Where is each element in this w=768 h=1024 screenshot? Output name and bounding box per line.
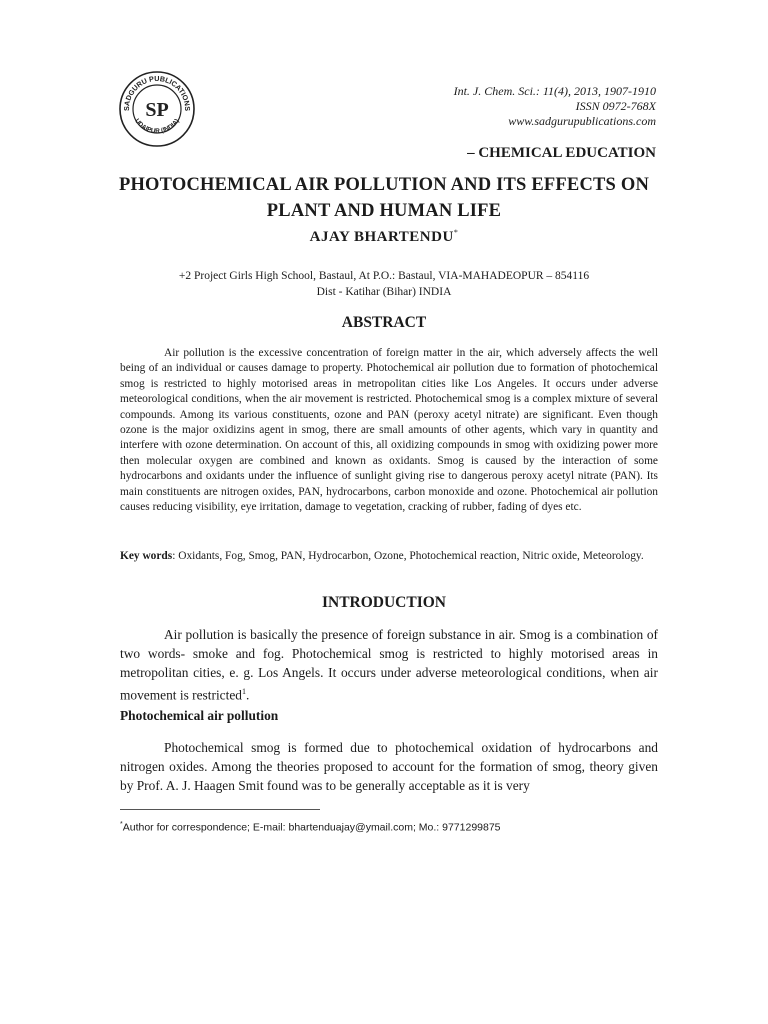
journal-issn: ISSN 0972-768X — [575, 99, 656, 113]
introduction-text: Air pollution is basically the presence of foreign substance in air. Smog is a combination of two words- smoke and fog. Photochemical smog is restricted to highly motorised areas in metropolitan cities, e. g. Los Angels. It occurs under adverse meteorological conditions, when air movement is restricted — [120, 627, 658, 703]
affiliation — [110, 268, 658, 300]
footnote-mark: * — [120, 821, 123, 828]
journal-citation: Int. J. Chem. Sci.: 11(4), 2013, 1907-1910 — [453, 84, 656, 98]
keywords-label: Key words — [120, 550, 173, 562]
publisher-logo — [118, 70, 196, 148]
affiliation-line-1: +2 Project Girls High School, Bastaul, At P.O.: Bastaul, VIA-MAHADEOPUR – 854116 — [178, 270, 590, 282]
logo-monogram: SP — [145, 99, 169, 121]
keywords — [120, 549, 728, 564]
subsection-heading: Photochemical air pollution — [120, 708, 279, 723]
author-name: AJAY BHARTENDU — [309, 229, 454, 245]
journal-citation-block — [454, 84, 656, 129]
author-mark: * — [453, 228, 459, 237]
author-line — [110, 228, 658, 246]
paper-title-line-2: PLANT AND HUMAN LIFE — [266, 201, 502, 221]
logo-ring-text-bottom: UDAIPUR (INDIA) — [133, 117, 181, 135]
subsection-body: Photochemical smog is formed due to photochemical oxidation of hydrocarbons and nitrogen oxides. Among the theories proposed to account for the formation of smog, theory given by Prof. A. J. Haagen Smit found was to be generally acceptable as it is very — [120, 740, 658, 793]
abstract-body: Air pollution is the excessive concentration of foreign matter in the air, which adversely affects the well being of an individual or causes damage to property. Photochemical air pollution due to formation of photochemical smog is restricted to highly motorised areas in metropolitan cities like Los Angeles. It occurs under adverse meteorological conditions, when the air movement is restricted. Photochemical smog is a complex mixture of several compounds. Among its various constituents, ozone and PAN (peroxy acetyl nitrate) are significant. Even though ozone is the major oxidizins agent in smog, there are small amounts of other agents, which vary in quantity and interfere with ozone determination. On account of this, all oxidizing compounds in smog with oxidizing power more then molecular oxygen are combined and known as oxidants. Smog is caused by the interaction of some hydrocarbons and oxidants under the influence of sunlight giving rise to dangerous peroxy acetyl nitrate (PAN). Its main constituents are nitrogen oxides, PAN, hydrocarbons, carbon monoxide and ozone. Photochemical air pollution causes reducing visibility, eye irritation, damage to vegetation, cracking of rubber, fading of dyes etc. — [120, 347, 658, 514]
introduction-body — [120, 625, 658, 704]
journal-website: www.sadgurupublications.com — [508, 114, 656, 128]
logo-ring-text-top: SADGURU PUBLICATIONS — [121, 73, 193, 112]
section-label: – CHEMICAL EDUCATION — [467, 145, 656, 161]
keywords-text: : Oxidants, Fog, Smog, PAN, Hydrocarbon, Ozone, Photochemical reaction, Nitric oxide, Meteorology. — [172, 550, 644, 562]
introduction-heading: INTRODUCTION — [321, 594, 446, 611]
paper-title-line-1: PHOTOCHEMICAL AIR POLLUTION AND ITS EFFECTS ON — [118, 175, 650, 195]
footnote-text: Author for correspondence; E-mail: bhartenduajay@ymail.com; Mo.: 9771299875 — [122, 821, 501, 834]
footnote-divider — [120, 809, 320, 810]
affiliation-line-2: Dist - Katihar (Bihar) INDIA — [316, 286, 452, 298]
paper-title — [110, 172, 658, 224]
footnote — [120, 821, 501, 834]
introduction-reference: 1 — [241, 687, 246, 696]
introduction-end: . — [245, 687, 250, 703]
abstract-heading: ABSTRACT — [341, 314, 427, 331]
